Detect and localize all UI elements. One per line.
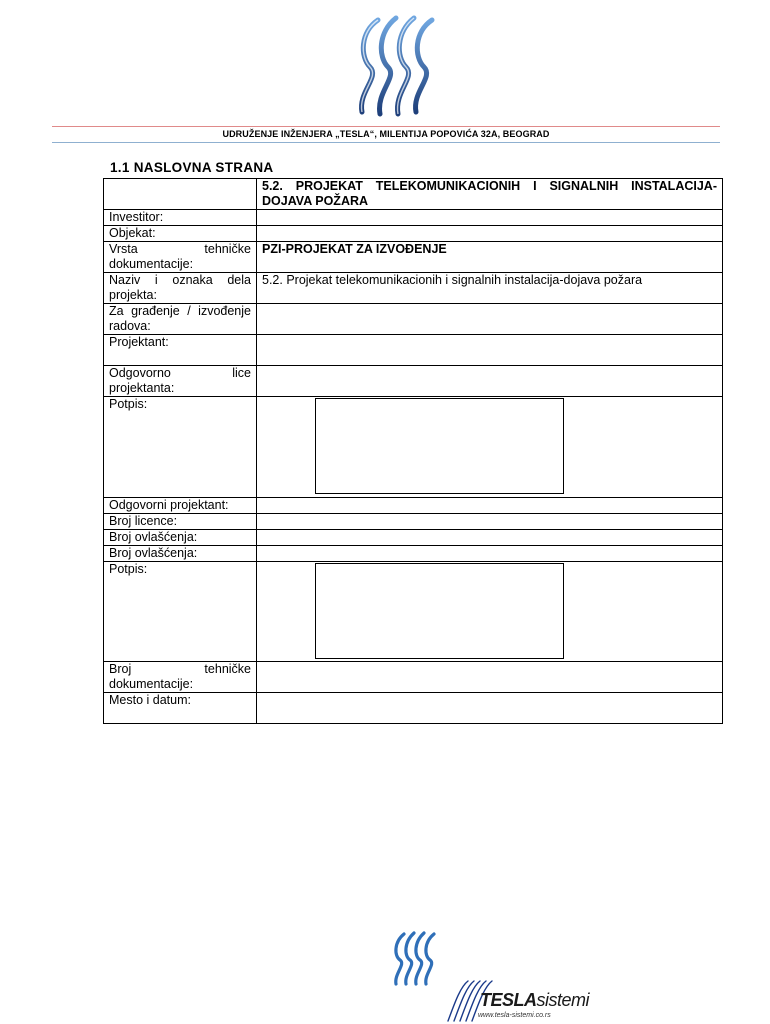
section-title: 1.1 NASLOVNA STRANA: [110, 160, 274, 175]
footer-swirl-logo-icon: [390, 930, 438, 986]
authorization-2-label: Broj ovlašćenja:: [104, 546, 257, 562]
brand-name-a: TESLA: [480, 990, 537, 1010]
responsible-person-value[interactable]: [257, 366, 723, 397]
designer-label: Projektant:: [104, 335, 257, 366]
doc-number-label: Broj tehničke dokumentacije:: [104, 662, 257, 693]
brand-url: www.tesla-sistemi.co.rs: [478, 1012, 551, 1019]
table-row: [104, 335, 723, 366]
authorization-2-value[interactable]: [257, 546, 723, 562]
responsible-designer-label: Odgovorni projektant:: [104, 498, 257, 514]
table-row: [104, 242, 723, 273]
place-date-label: Mesto i datum:: [104, 693, 257, 724]
brand-name-b: sistemi: [536, 990, 590, 1010]
object-label: Objekat:: [104, 226, 257, 242]
table-row: [104, 530, 723, 546]
table-row: [104, 397, 723, 498]
signature-2-cell: [257, 562, 723, 662]
title-page-table: [103, 178, 723, 724]
name-mark-value[interactable]: 5.2. Projekat telekomunikacionih i signalnih instalacija-dojava požara: [257, 273, 723, 304]
signature-1-label: Potpis:: [104, 397, 257, 498]
table-row: [104, 304, 723, 335]
license-no-value[interactable]: [257, 514, 723, 530]
table-row: [104, 179, 723, 210]
association-header: UDRUŽENJE INŽENJERA „TESLA“, MILENTIJA POPOVIĆA 32A, BEOGRAD: [222, 129, 550, 139]
doc-type-label: Vrsta tehničke dokumentacije:: [104, 242, 257, 273]
authorization-1-label: Broj ovlašćenja:: [104, 530, 257, 546]
header-rule-blue: [52, 142, 720, 143]
empty-label-cell: [104, 179, 257, 210]
table-row: [104, 498, 723, 514]
project-title: 5.2. PROJEKAT TELEKOMUNIKACIONIH I SIGNALNIH INSTALACIJA-DOJAVA POŽARA: [257, 179, 723, 210]
doc-number-value[interactable]: [257, 662, 723, 693]
table-row: [104, 210, 723, 226]
table-row: [104, 546, 723, 562]
table-row: [104, 662, 723, 693]
investor-value[interactable]: [257, 210, 723, 226]
responsible-person-label: Odgovorno lice projektanta:: [104, 366, 257, 397]
table-row: [104, 226, 723, 242]
header-rule-red: [52, 126, 720, 127]
object-value[interactable]: [257, 226, 723, 242]
investor-label: Investitor:: [104, 210, 257, 226]
table-row: [104, 693, 723, 724]
name-mark-label: Naziv i oznaka dela projekta:: [104, 273, 257, 304]
doc-type-value[interactable]: PZI-PROJEKAT ZA IZVOĐENJE: [257, 242, 723, 273]
license-no-label: Broj licence:: [104, 514, 257, 530]
signature-2-label: Potpis:: [104, 562, 257, 662]
for-construction-value[interactable]: [257, 304, 723, 335]
for-construction-label: Za građenje / izvođenje radova:: [104, 304, 257, 335]
brand-name: [480, 990, 589, 1011]
designer-value[interactable]: [257, 335, 723, 366]
place-date-value[interactable]: [257, 693, 723, 724]
table-row: [104, 273, 723, 304]
signature-1-box[interactable]: [315, 398, 564, 494]
responsible-designer-value[interactable]: [257, 498, 723, 514]
table-row: [104, 366, 723, 397]
table-row: [104, 562, 723, 662]
table-row: [104, 514, 723, 530]
signature-2-box[interactable]: [315, 563, 564, 659]
association-logo-icon: [352, 12, 436, 120]
signature-1-cell: [257, 397, 723, 498]
authorization-1-value[interactable]: [257, 530, 723, 546]
